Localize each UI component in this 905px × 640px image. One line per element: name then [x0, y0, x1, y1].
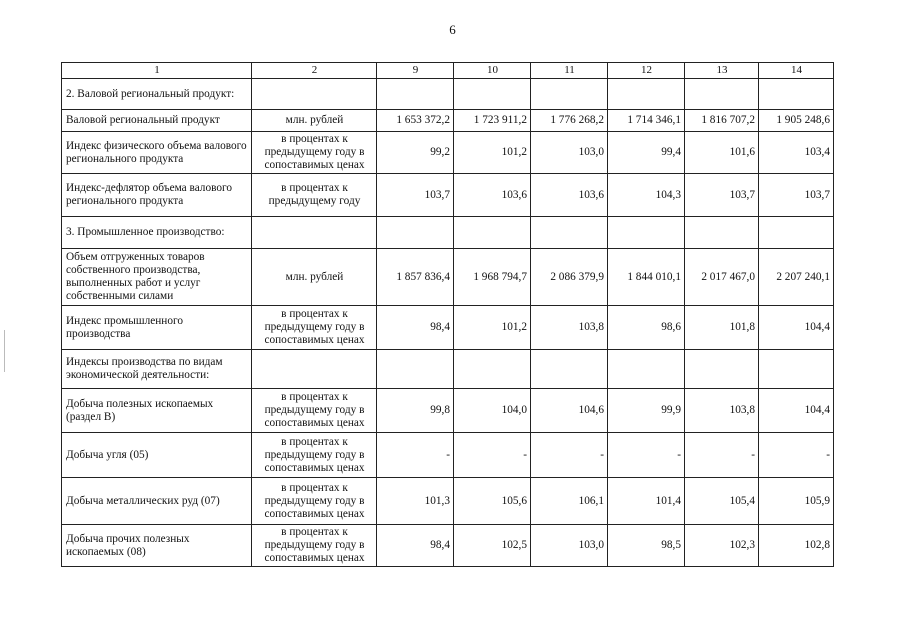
- value-cell: [685, 217, 759, 249]
- value-cell: 101,4: [608, 478, 685, 525]
- value-cell: [454, 217, 531, 249]
- value-cell: 1 714 346,1: [608, 110, 685, 132]
- value-cell: -: [454, 433, 531, 478]
- value-cell: [377, 350, 454, 389]
- section-row: [62, 79, 834, 110]
- value-cell: 99,2: [377, 132, 454, 174]
- value-cell: -: [608, 433, 685, 478]
- value-cell: 101,3: [377, 478, 454, 525]
- value-cell: 1 816 707,2: [685, 110, 759, 132]
- value-cell: -: [685, 433, 759, 478]
- indicator-name: Добыча угля (05): [62, 433, 252, 478]
- value-cell: 98,6: [608, 306, 685, 350]
- unit-cell: в процентах к предыдущему году в сопоставимых ценах: [252, 433, 377, 478]
- value-cell: [759, 217, 834, 249]
- value-cell: 103,6: [531, 174, 608, 217]
- value-cell: [454, 79, 531, 110]
- indicator-name: Добыча полезных ископаемых (раздел B): [62, 389, 252, 433]
- section-title: 2. Валовой региональный продукт:: [62, 79, 252, 110]
- value-cell: 102,3: [685, 525, 759, 567]
- value-cell: 99,4: [608, 132, 685, 174]
- unit-cell: [252, 350, 377, 389]
- value-cell: 1 776 268,2: [531, 110, 608, 132]
- value-cell: 103,6: [454, 174, 531, 217]
- value-cell: [608, 217, 685, 249]
- value-cell: -: [377, 433, 454, 478]
- section-title: Индексы производства по видам экономической деятельности:: [62, 350, 252, 389]
- margin-mark: [4, 330, 5, 372]
- value-cell: 101,2: [454, 132, 531, 174]
- value-cell: [377, 79, 454, 110]
- indicator-name: Валовой региональный продукт: [62, 110, 252, 132]
- value-cell: 103,7: [759, 174, 834, 217]
- value-cell: 1 723 911,2: [454, 110, 531, 132]
- column-header: 10: [454, 63, 531, 79]
- table-row: [62, 389, 834, 433]
- indicator-name: Индекс промышленного производства: [62, 306, 252, 350]
- value-cell: 105,4: [685, 478, 759, 525]
- section-row: [62, 350, 834, 389]
- indicator-name: Индекс физического объема валового регионального продукта: [62, 132, 252, 174]
- value-cell: 98,4: [377, 525, 454, 567]
- value-cell: [685, 79, 759, 110]
- unit-cell: млн. рублей: [252, 110, 377, 132]
- value-cell: 101,6: [685, 132, 759, 174]
- value-cell: 1 857 836,4: [377, 249, 454, 306]
- value-cell: [685, 350, 759, 389]
- value-cell: [531, 350, 608, 389]
- value-cell: 103,8: [685, 389, 759, 433]
- value-cell: 99,9: [608, 389, 685, 433]
- value-cell: 102,5: [454, 525, 531, 567]
- value-cell: 105,6: [454, 478, 531, 525]
- unit-cell: в процентах к предыдущему году в сопоставимых ценах: [252, 525, 377, 567]
- value-cell: 103,0: [531, 132, 608, 174]
- value-cell: [608, 350, 685, 389]
- value-cell: 106,1: [531, 478, 608, 525]
- unit-cell: в процентах к предыдущему году в сопоставимых ценах: [252, 306, 377, 350]
- value-cell: 98,5: [608, 525, 685, 567]
- value-cell: -: [759, 433, 834, 478]
- value-cell: [454, 350, 531, 389]
- value-cell: [531, 79, 608, 110]
- value-cell: 98,4: [377, 306, 454, 350]
- value-cell: 1 653 372,2: [377, 110, 454, 132]
- value-cell: 1 968 794,7: [454, 249, 531, 306]
- column-header: 14: [759, 63, 834, 79]
- indicator-name: Добыча металлических руд (07): [62, 478, 252, 525]
- unit-cell: [252, 217, 377, 249]
- value-cell: 104,4: [759, 389, 834, 433]
- unit-cell: млн. рублей: [252, 249, 377, 306]
- section-row: [62, 217, 834, 249]
- table-row: [62, 306, 834, 350]
- value-cell: [759, 79, 834, 110]
- indicator-name: Индекс-дефлятор объема валового регионального продукта: [62, 174, 252, 217]
- value-cell: [759, 350, 834, 389]
- value-cell: 105,9: [759, 478, 834, 525]
- value-cell: 101,8: [685, 306, 759, 350]
- table-row: [62, 249, 834, 306]
- value-cell: 104,4: [759, 306, 834, 350]
- value-cell: 102,8: [759, 525, 834, 567]
- section-title: 3. Промышленное производство:: [62, 217, 252, 249]
- value-cell: 103,7: [685, 174, 759, 217]
- page-number: 6: [449, 22, 456, 37]
- value-cell: 2 207 240,1: [759, 249, 834, 306]
- value-cell: [531, 217, 608, 249]
- value-cell: 103,8: [531, 306, 608, 350]
- indicator-name: Объем отгруженных товаров собственного производства, выполненных работ и услуг собственными силами: [62, 249, 252, 306]
- column-header: 12: [608, 63, 685, 79]
- table-row: [62, 525, 834, 567]
- unit-cell: [252, 79, 377, 110]
- value-cell: [608, 79, 685, 110]
- unit-cell: в процентах к предыдущему году: [252, 174, 377, 217]
- table-row: [62, 110, 834, 132]
- column-header: 11: [531, 63, 608, 79]
- value-cell: 2 017 467,0: [685, 249, 759, 306]
- table-row: [62, 132, 834, 174]
- unit-cell: в процентах к предыдущему году в сопоставимых ценах: [252, 132, 377, 174]
- value-cell: [377, 217, 454, 249]
- value-cell: 2 086 379,9: [531, 249, 608, 306]
- value-cell: 101,2: [454, 306, 531, 350]
- table-row: [62, 174, 834, 217]
- value-cell: 99,8: [377, 389, 454, 433]
- column-header: 9: [377, 63, 454, 79]
- value-cell: 104,0: [454, 389, 531, 433]
- value-cell: 104,3: [608, 174, 685, 217]
- value-cell: 1 844 010,1: [608, 249, 685, 306]
- table-row: [62, 433, 834, 478]
- value-cell: -: [531, 433, 608, 478]
- column-number-row: [62, 63, 834, 79]
- unit-cell: в процентах к предыдущему году в сопоставимых ценах: [252, 478, 377, 525]
- value-cell: 1 905 248,6: [759, 110, 834, 132]
- table-row: [62, 478, 834, 525]
- indicator-name: Добыча прочих полезных ископаемых (08): [62, 525, 252, 567]
- column-header: 13: [685, 63, 759, 79]
- value-cell: 103,7: [377, 174, 454, 217]
- column-header: 2: [252, 63, 377, 79]
- value-cell: 103,0: [531, 525, 608, 567]
- unit-cell: в процентах к предыдущему году в сопоставимых ценах: [252, 389, 377, 433]
- value-cell: 103,4: [759, 132, 834, 174]
- statistics-table: [61, 62, 834, 567]
- value-cell: 104,6: [531, 389, 608, 433]
- column-header: 1: [62, 63, 252, 79]
